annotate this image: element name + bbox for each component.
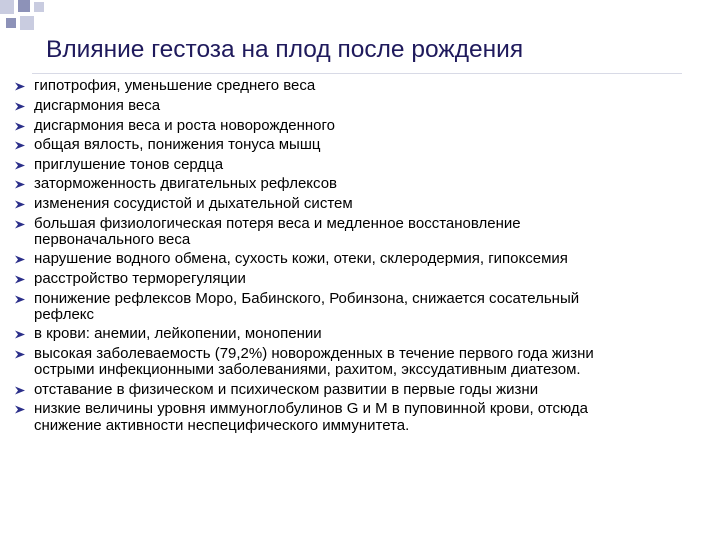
bullet-text: дисгармония веса и роста новорожденного (34, 116, 335, 134)
arrow-bullet-icon (14, 220, 26, 229)
arrow-bullet-icon (14, 405, 26, 414)
arrow-bullet-icon (14, 330, 26, 339)
bullet-text: понижение рефлексов Моро, Бабинского, Робинзона, снижается сосательный рефлекс (34, 289, 580, 323)
bullet-item (14, 251, 714, 267)
bullet-text: отставание в физическом и психическом развитии в первые годы жизни (34, 380, 539, 398)
arrow-bullet-icon (14, 102, 26, 111)
bullet-item (14, 196, 714, 212)
arrow-bullet-icon (14, 180, 26, 189)
bullet-text: в крови: анемии, лейкопении, монопении (34, 325, 322, 343)
bullet-text: большая физиологическая потеря веса и медленное восстановление первоначального веса (34, 214, 521, 248)
title-divider (32, 73, 682, 74)
bullet-text: высокая заболеваемость (79,2%) новорожденных в течение первого года жизни острыми инфекционными заболеваниями, рахитом, экссудативным диатезом. (34, 344, 594, 379)
bullet-text: гипотрофия, уменьшение среднего веса (34, 77, 316, 95)
bullet-item (14, 291, 714, 323)
slide-title: Влияние гестоза на плод после рождения (46, 36, 524, 63)
bullet-item (14, 382, 714, 398)
arrow-bullet-icon (14, 161, 26, 170)
bullet-item (14, 118, 714, 134)
bullet-text: низкие величины уровня иммуноглобулинов G и M в пуповинной крови, отсюда снижение активности неспецифического иммунитета. (34, 400, 589, 434)
arrow-bullet-icon (14, 386, 26, 395)
arrow-bullet-icon (14, 255, 26, 264)
arrow-bullet-icon (14, 82, 26, 91)
bullet-item (14, 401, 714, 433)
bullet-item (14, 137, 714, 153)
bullet-item (14, 346, 714, 378)
arrow-bullet-icon (14, 295, 26, 304)
arrow-bullet-icon (14, 350, 26, 359)
bullet-item (14, 78, 714, 94)
bullet-list (14, 75, 714, 434)
bullet-item (14, 98, 714, 114)
arrow-bullet-icon (14, 141, 26, 150)
deco-square (18, 0, 30, 12)
bullet-text: нарушение водного обмена, сухость кожи, отеки, склеродермия, гипоксемия (34, 250, 568, 268)
bullet-text: изменения сосудистой и дыхательной систем (34, 194, 353, 212)
bullet-text: заторможенность двигательных рефлексов (34, 175, 338, 193)
arrow-bullet-icon (14, 275, 26, 284)
bullet-item (14, 216, 714, 248)
deco-square (34, 2, 44, 12)
bullet-item (14, 157, 714, 173)
arrow-bullet-icon (14, 122, 26, 131)
bullet-item (14, 326, 714, 342)
deco-square (20, 16, 34, 30)
bullet-text: общая вялость, понижения тонуса мышц (34, 136, 321, 154)
bullet-item (14, 176, 714, 192)
bullet-text: приглушение тонов сердца (34, 155, 224, 173)
deco-square (6, 18, 16, 28)
bullet-text: дисгармония веса (34, 96, 161, 114)
bullet-text: расстройство терморегуляции (34, 269, 246, 287)
corner-decoration (0, 0, 60, 40)
bullet-item (14, 271, 714, 287)
deco-square (0, 0, 14, 14)
arrow-bullet-icon (14, 200, 26, 209)
